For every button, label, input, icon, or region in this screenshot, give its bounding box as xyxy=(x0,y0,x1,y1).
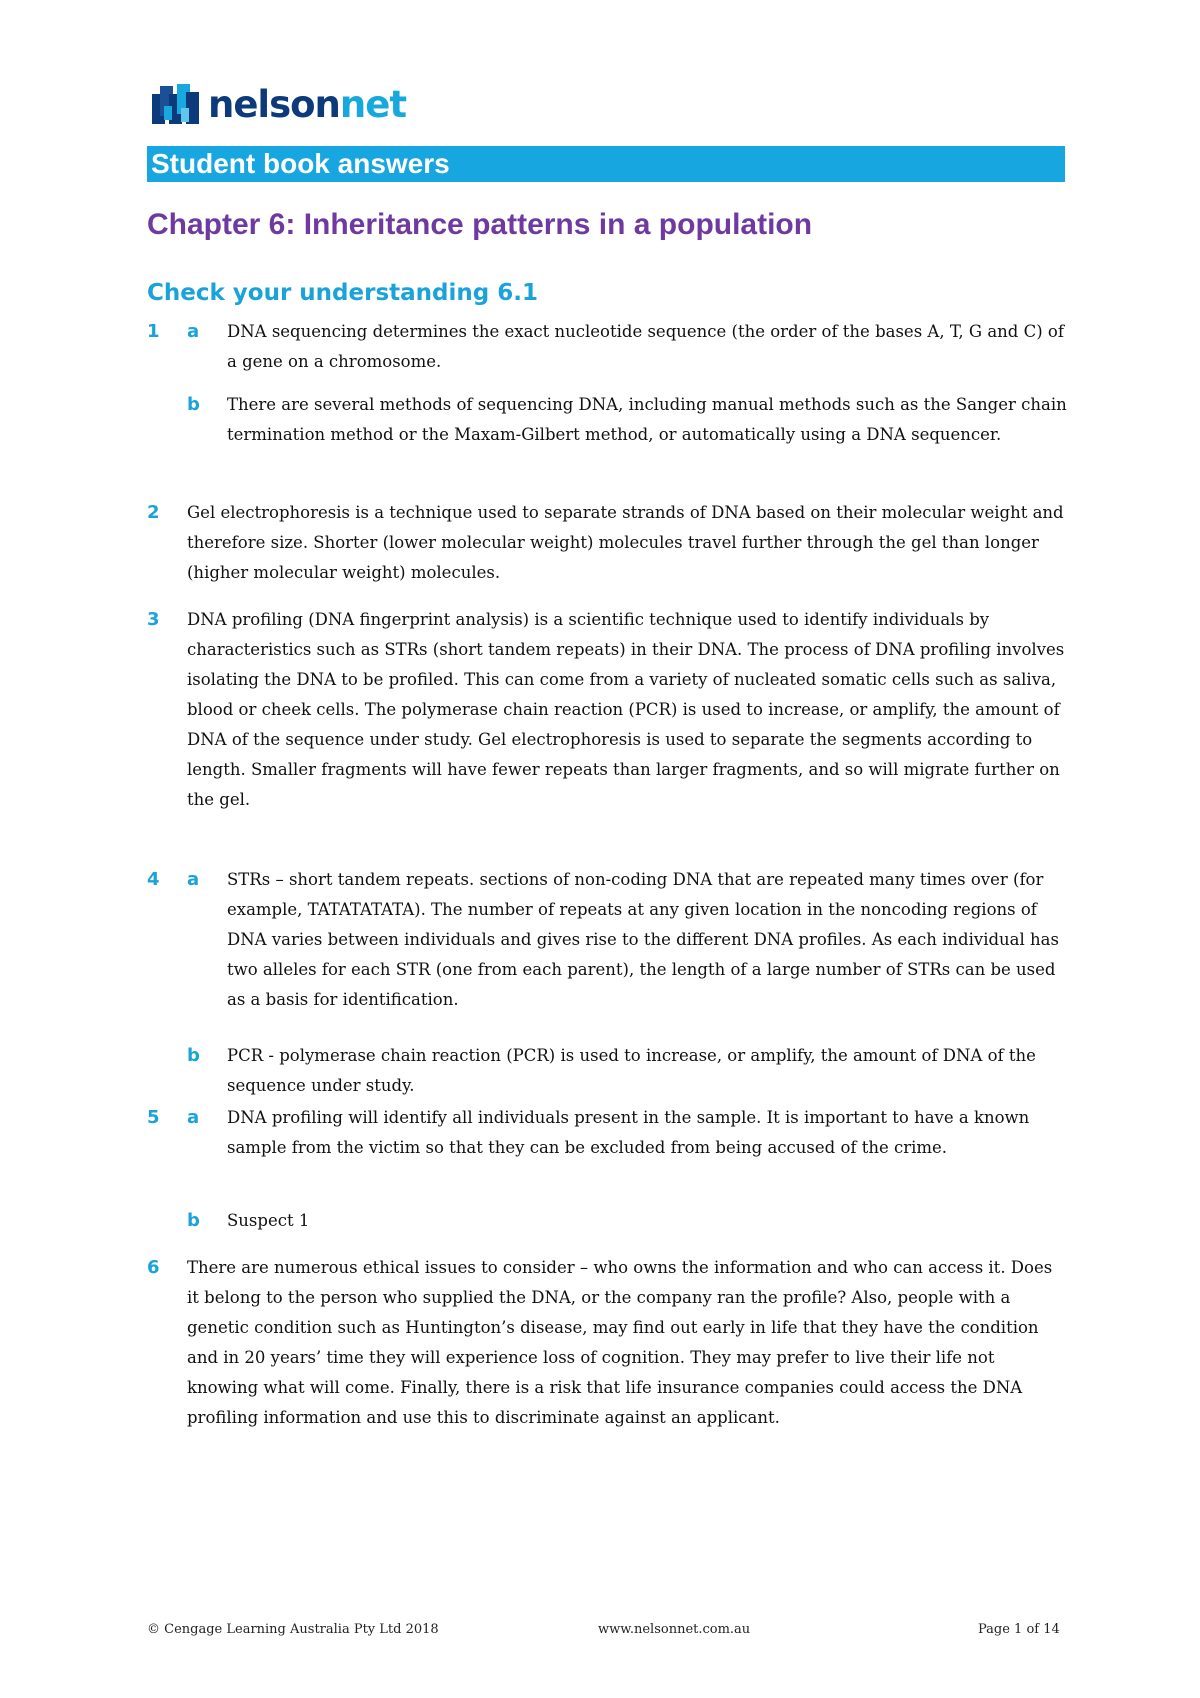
answer-4a-text: STRs – short tandem repeats. sections of non-coding DNA that are repeated many times over (for example, TATATATATA). The number of repeats at any given location in the noncoding regions of DNA varies between individuals and gives rise to the different DNA profiles. As each individual has two alleles for each STR (one from each parent), the length of a large number of STRs can be used as a basis for identification. xyxy=(227,870,1059,1009)
answer-letter: a xyxy=(187,321,200,342)
answer-6-text: There are numerous ethical issues to consider – who owns the information and who can access it. Does it belong to the person who supplied the DNA, or the company ran the profile? Also, people with a genetic condition such as Huntington’s disease, may find out early in life that they have the condition and in 20 years’ time they will experience loss of cognition. They may prefer to live their life not knowing what will come. Finally, there is a risk that life insurance companies could access the DNA profiling information and use this to discriminate against an applicant. xyxy=(187,1258,1053,1427)
answer-number: 6 xyxy=(147,1257,160,1278)
answer-letter: b xyxy=(187,394,200,415)
answer-5a-text: DNA profiling will identify all individuals present in the sample. It is important to have a known sample from the victim so that they can be excluded from being accused of the crime. xyxy=(227,1108,1030,1157)
answer-1b-text: There are several methods of sequencing DNA, including manual methods such as the Sanger chain termination method or the Maxam-Gilbert method, or automatically using a DNA sequencer. xyxy=(227,395,1067,444)
title-banner xyxy=(147,146,1065,182)
answer-letter: a xyxy=(187,1107,200,1128)
answer-2-text: Gel electrophoresis is a technique used to separate strands of DNA based on their molecular weight and therefore size. Shorter (lower molecular weight) molecules travel further through the gel than longer (higher molecular weight) molecules. xyxy=(187,503,1064,582)
answer-3-text: DNA profiling (DNA fingerprint analysis) is a scientific technique used to identify individuals by characteristics such as STRs (short tandem repeats) in their DNA. The process of DNA profiling involves isolating the DNA to be profiled. This can come from a variety of nucleated somatic cells such as saliva, blood or cheek cells. The polymerase chain reaction (PCR) is used to increase, or amplify, the amount of DNA of the sequence under study. Gel electrophoresis is used to separate the segments according to length. Smaller fragments will have fewer repeats than larger fragments, and so will migrate further on the gel. xyxy=(187,610,1065,809)
answer-number: 1 xyxy=(147,321,160,342)
logo-wordmark xyxy=(208,82,407,126)
chapter-title: Chapter 6: Inheritance patterns in a population xyxy=(147,208,813,241)
answer-letter: b xyxy=(187,1045,200,1066)
answer-1a-text: DNA sequencing determines the exact nucleotide sequence (the order of the bases A, T, G and C) of a gene on a chromosome. xyxy=(227,322,1064,371)
answer-number: 3 xyxy=(147,609,160,630)
answer-letter: a xyxy=(187,869,200,890)
answer-number: 2 xyxy=(147,502,160,523)
answer-letter: b xyxy=(187,1210,200,1231)
nelsonnet-logo xyxy=(150,78,406,130)
answer-number: 4 xyxy=(147,869,160,890)
section-heading: Check your understanding 6.1 xyxy=(147,280,538,306)
logo-word-net: net xyxy=(339,82,407,126)
answer-5b-text: Suspect 1 xyxy=(227,1211,310,1230)
banner-title: Student book answers xyxy=(151,148,450,179)
footer-url: www.nelsonnet.com.au xyxy=(598,1622,751,1637)
answer-4b-text: PCR - polymerase chain reaction (PCR) is used to increase, or amplify, the amount of DNA of the sequence under study. xyxy=(227,1046,1036,1095)
answer-number: 5 xyxy=(147,1107,160,1128)
nelsonnet-logo-icon xyxy=(150,80,202,128)
footer-copyright: © Cengage Learning Australia Pty Ltd 2018 xyxy=(147,1622,439,1637)
logo-word-nelson: nelson xyxy=(208,82,340,126)
footer-page-number: Page 1 of 14 xyxy=(978,1622,1060,1637)
